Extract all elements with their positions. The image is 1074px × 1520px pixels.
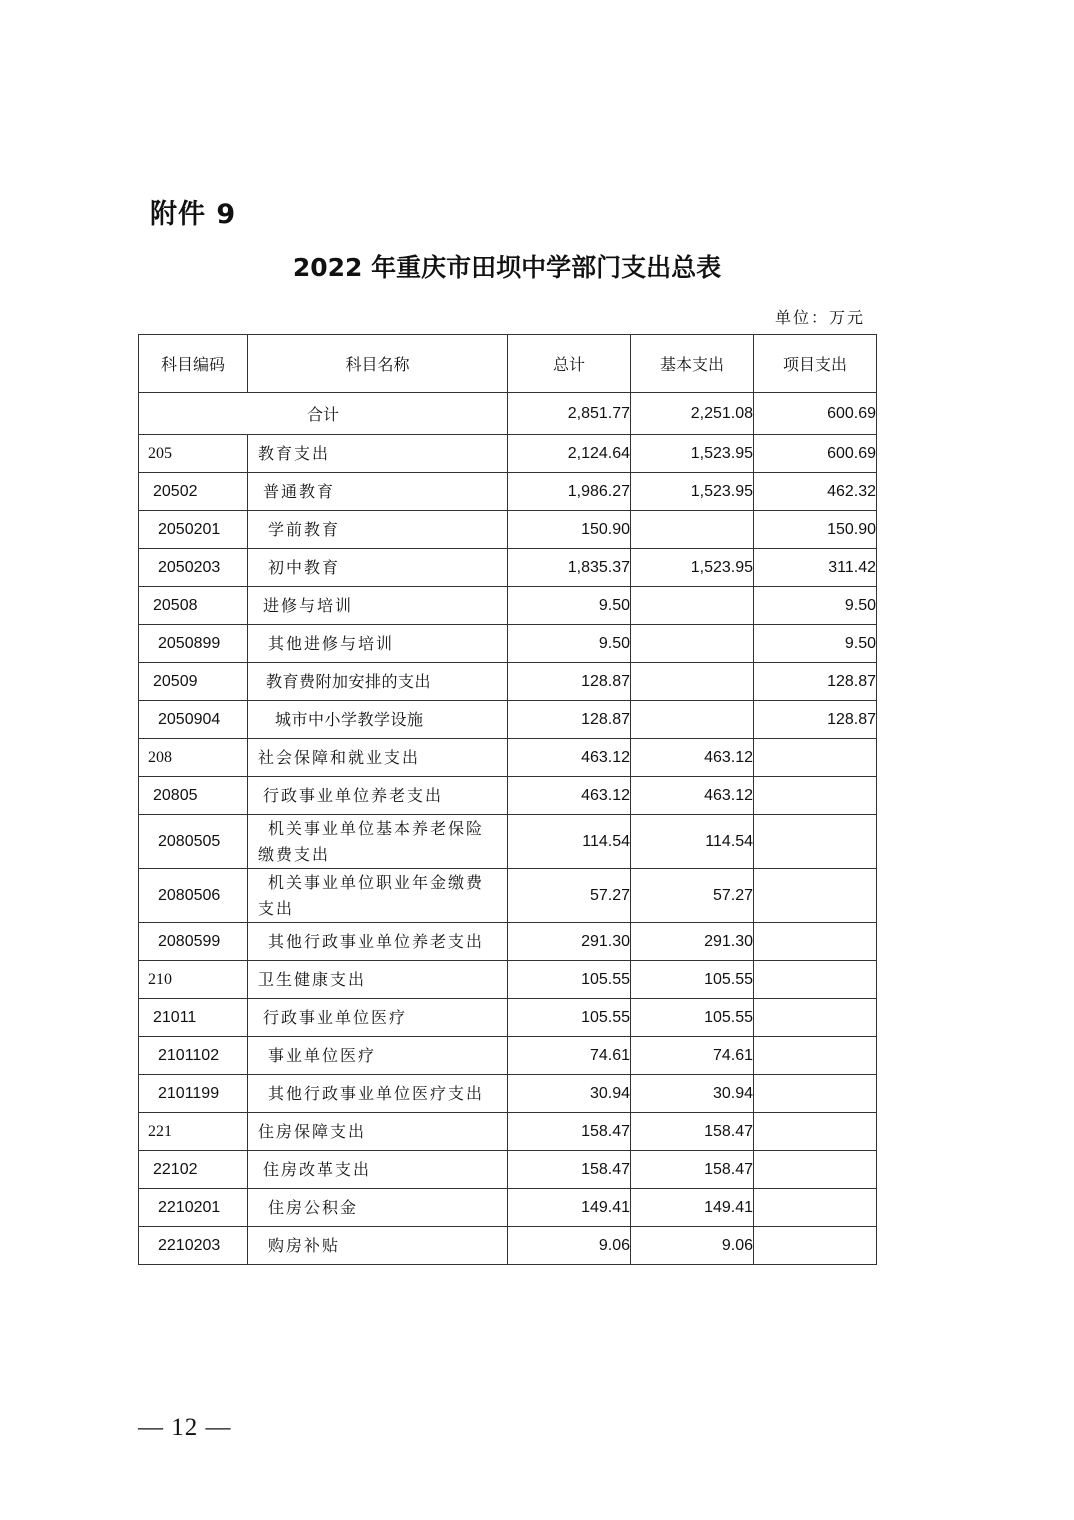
row-total: 463.12 bbox=[508, 777, 631, 815]
row-project bbox=[754, 961, 877, 999]
row-basic: 149.41 bbox=[631, 1189, 754, 1227]
table-row bbox=[139, 701, 877, 739]
row-project: 600.69 bbox=[754, 435, 877, 473]
table-row bbox=[139, 511, 877, 549]
row-code: 2050904 bbox=[139, 701, 248, 739]
row-total: 158.47 bbox=[508, 1151, 631, 1189]
row-name: 城市中小学教学设施 bbox=[248, 701, 508, 739]
row-basic: 463.12 bbox=[631, 777, 754, 815]
summary-total: 2,851.77 bbox=[508, 393, 631, 435]
row-project bbox=[754, 1075, 877, 1113]
table-row bbox=[139, 1113, 877, 1151]
row-project bbox=[754, 1037, 877, 1075]
row-code: 208 bbox=[139, 739, 248, 777]
row-basic: 105.55 bbox=[631, 999, 754, 1037]
summary-row bbox=[139, 393, 877, 435]
row-project: 128.87 bbox=[754, 701, 877, 739]
row-total: 57.27 bbox=[508, 869, 631, 923]
row-code: 2050899 bbox=[139, 625, 248, 663]
table-row bbox=[139, 1189, 877, 1227]
table-row bbox=[139, 815, 877, 869]
row-name: 住房公积金 bbox=[248, 1189, 508, 1227]
row-name: 行政事业单位养老支出 bbox=[248, 777, 508, 815]
row-code: 2050201 bbox=[139, 511, 248, 549]
row-name bbox=[248, 815, 508, 869]
row-name: 其他进修与培训 bbox=[248, 625, 508, 663]
row-project bbox=[754, 1151, 877, 1189]
row-basic: 1,523.95 bbox=[631, 435, 754, 473]
row-project bbox=[754, 1113, 877, 1151]
row-code: 2210203 bbox=[139, 1227, 248, 1265]
row-project bbox=[754, 999, 877, 1037]
row-basic: 1,523.95 bbox=[631, 473, 754, 511]
row-code: 2101102 bbox=[139, 1037, 248, 1075]
row-project bbox=[754, 923, 877, 961]
row-name: 社会保障和就业支出 bbox=[248, 739, 508, 777]
table-row bbox=[139, 999, 877, 1037]
row-code: 2080505 bbox=[139, 815, 248, 869]
table-row bbox=[139, 1037, 877, 1075]
row-basic: 74.61 bbox=[631, 1037, 754, 1075]
row-total: 9.06 bbox=[508, 1227, 631, 1265]
row-code: 20805 bbox=[139, 777, 248, 815]
table-row bbox=[139, 923, 877, 961]
row-name: 教育费附加安排的支出 bbox=[248, 663, 508, 701]
row-total: 105.55 bbox=[508, 999, 631, 1037]
row-code: 21011 bbox=[139, 999, 248, 1037]
row-project: 150.90 bbox=[754, 511, 877, 549]
table-row bbox=[139, 777, 877, 815]
row-project: 9.50 bbox=[754, 625, 877, 663]
table-row bbox=[139, 961, 877, 999]
row-code: 2080599 bbox=[139, 923, 248, 961]
table-row bbox=[139, 473, 877, 511]
expenditure-table bbox=[138, 334, 877, 1265]
row-code: 20502 bbox=[139, 473, 248, 511]
row-basic: 30.94 bbox=[631, 1075, 754, 1113]
row-total: 1,835.37 bbox=[508, 549, 631, 587]
row-basic: 9.06 bbox=[631, 1227, 754, 1265]
row-code: 2050203 bbox=[139, 549, 248, 587]
row-basic: 463.12 bbox=[631, 739, 754, 777]
row-basic: 114.54 bbox=[631, 815, 754, 869]
unit-label: 单位：万元 bbox=[774, 308, 865, 327]
row-project: 128.87 bbox=[754, 663, 877, 701]
row-name: 住房保障支出 bbox=[248, 1113, 508, 1151]
row-name: 住房改革支出 bbox=[248, 1151, 508, 1189]
table-row bbox=[139, 739, 877, 777]
row-project bbox=[754, 815, 877, 869]
summary-label: 合计 bbox=[139, 393, 508, 435]
row-name bbox=[248, 869, 508, 923]
row-project bbox=[754, 869, 877, 923]
table-row bbox=[139, 435, 877, 473]
row-code: 20508 bbox=[139, 587, 248, 625]
row-total: 114.54 bbox=[508, 815, 631, 869]
row-name: 行政事业单位医疗 bbox=[248, 999, 508, 1037]
page-number: — 12 — bbox=[138, 1414, 232, 1441]
row-project bbox=[754, 739, 877, 777]
row-code: 205 bbox=[139, 435, 248, 473]
row-project bbox=[754, 1227, 877, 1265]
table-header-row bbox=[139, 335, 877, 393]
row-total: 149.41 bbox=[508, 1189, 631, 1227]
table-row bbox=[139, 1227, 877, 1265]
page-title: 2022 年重庆市田坝中学部门支出总表 bbox=[292, 253, 722, 282]
row-name: 初中教育 bbox=[248, 549, 508, 587]
header-name: 科目名称 bbox=[248, 335, 508, 393]
table-row bbox=[139, 1151, 877, 1189]
row-code: 2210201 bbox=[139, 1189, 248, 1227]
row-total: 158.47 bbox=[508, 1113, 631, 1151]
row-total: 30.94 bbox=[508, 1075, 631, 1113]
row-code: 2080506 bbox=[139, 869, 248, 923]
row-name: 事业单位医疗 bbox=[248, 1037, 508, 1075]
row-name-line1: 机关事业单位基本养老保险 bbox=[268, 818, 485, 838]
row-project: 9.50 bbox=[754, 587, 877, 625]
row-name-line1: 机关事业单位职业年金缴费 bbox=[268, 872, 485, 892]
header-project: 项目支出 bbox=[754, 335, 877, 393]
row-name: 学前教育 bbox=[248, 511, 508, 549]
row-total: 128.87 bbox=[508, 663, 631, 701]
row-basic: 158.47 bbox=[631, 1151, 754, 1189]
row-total: 1,986.27 bbox=[508, 473, 631, 511]
row-total: 291.30 bbox=[508, 923, 631, 961]
row-code: 221 bbox=[139, 1113, 248, 1151]
row-name-line2: 缴费支出 bbox=[258, 844, 331, 864]
row-total: 74.61 bbox=[508, 1037, 631, 1075]
row-total: 9.50 bbox=[508, 587, 631, 625]
row-name: 其他行政事业单位医疗支出 bbox=[248, 1075, 508, 1113]
table-row bbox=[139, 869, 877, 923]
row-code: 2101199 bbox=[139, 1075, 248, 1113]
table-row bbox=[139, 1075, 877, 1113]
row-basic bbox=[631, 511, 754, 549]
row-basic: 1,523.95 bbox=[631, 549, 754, 587]
row-basic: 57.27 bbox=[631, 869, 754, 923]
header-code: 科目编码 bbox=[139, 335, 248, 393]
summary-project: 600.69 bbox=[754, 393, 877, 435]
row-project: 462.32 bbox=[754, 473, 877, 511]
row-name: 教育支出 bbox=[248, 435, 508, 473]
row-basic bbox=[631, 701, 754, 739]
row-name: 购房补贴 bbox=[248, 1227, 508, 1265]
row-name-line2: 支出 bbox=[258, 898, 295, 918]
row-project: 311.42 bbox=[754, 549, 877, 587]
row-basic: 158.47 bbox=[631, 1113, 754, 1151]
row-total: 463.12 bbox=[508, 739, 631, 777]
summary-basic: 2,251.08 bbox=[631, 393, 754, 435]
row-code: 22102 bbox=[139, 1151, 248, 1189]
table-row bbox=[139, 663, 877, 701]
row-project bbox=[754, 1189, 877, 1227]
row-total: 128.87 bbox=[508, 701, 631, 739]
table-row bbox=[139, 587, 877, 625]
row-name: 卫生健康支出 bbox=[248, 961, 508, 999]
row-name: 进修与培训 bbox=[248, 587, 508, 625]
table-row bbox=[139, 549, 877, 587]
row-basic bbox=[631, 587, 754, 625]
row-basic: 105.55 bbox=[631, 961, 754, 999]
row-code: 20509 bbox=[139, 663, 248, 701]
header-total: 总计 bbox=[508, 335, 631, 393]
row-name: 其他行政事业单位养老支出 bbox=[248, 923, 508, 961]
table-row bbox=[139, 625, 877, 663]
row-basic bbox=[631, 663, 754, 701]
row-code: 210 bbox=[139, 961, 248, 999]
row-total: 2,124.64 bbox=[508, 435, 631, 473]
row-total: 105.55 bbox=[508, 961, 631, 999]
attachment-label: 附件 9 bbox=[150, 199, 237, 230]
row-total: 150.90 bbox=[508, 511, 631, 549]
row-project bbox=[754, 777, 877, 815]
row-name: 普通教育 bbox=[248, 473, 508, 511]
row-basic: 291.30 bbox=[631, 923, 754, 961]
row-total: 9.50 bbox=[508, 625, 631, 663]
row-basic bbox=[631, 625, 754, 663]
header-basic: 基本支出 bbox=[631, 335, 754, 393]
